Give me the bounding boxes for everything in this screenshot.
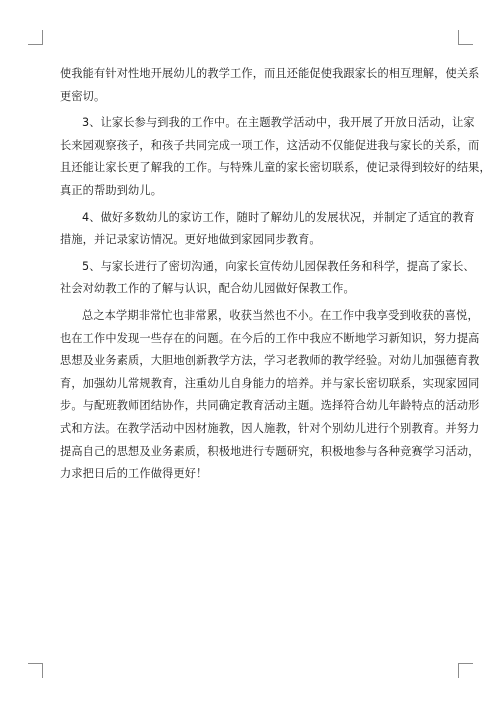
text-line: 式和方法。在教学活动中因材施教，因人施教，针对个别幼儿进行个别教育。并努力 xyxy=(60,421,480,435)
text-line: 措施，并记录家访情况。更好地做到家园同步教育。 xyxy=(60,233,321,247)
text-line: 且还能让家长更了解我的工作。与特殊儿童的家长密切联系，使记录得到较好的结果， xyxy=(60,161,491,175)
paragraph xyxy=(60,207,475,252)
text-line: 社会对幼教工作的了解与认识，配合幼儿园做好保教工作。 xyxy=(60,282,355,296)
text-line: 真正的帮助到幼儿。 xyxy=(60,183,163,197)
text-line: 力求把日后的工作做得更好！ xyxy=(60,467,208,481)
text-line: 5、与家长进行了密切沟通，向家长宣传幼儿园保教任务和科学，提高了家长、 xyxy=(82,259,475,273)
paragraph xyxy=(60,305,480,486)
text-line: 步。与配班教师团结协作，共同确定教育活动主题。选择符合幼儿年龄特点的活动形 xyxy=(60,399,480,413)
crop-mark-bottom-left xyxy=(28,663,43,678)
crop-mark-top-left xyxy=(28,30,43,45)
paragraph xyxy=(60,63,480,108)
text-line: 3、让家长参与到我的工作中。在主题教学活动中，我开展了开放日活动，让家 xyxy=(82,116,475,130)
text-line: 使我能有针对性地开展幼儿的教学工作，而且还能促使我跟家长的相互理解，使关系 xyxy=(60,67,480,80)
paragraph xyxy=(60,112,491,202)
text-line: 长来园观察孩子，和孩子共同完成一项工作，这活动不仅能促进我与家长的关系，而 xyxy=(60,138,480,152)
text-line: 总之本学期非常忙也非常累，收获当然也不小。在工作中我享受到收获的喜悦， xyxy=(82,308,479,322)
document-body xyxy=(60,63,491,486)
text-line: 4、做好多数幼儿的家访工作，随时了解幼儿的发展状况，并制定了适宜的教育 xyxy=(82,210,475,224)
crop-mark-bottom-right xyxy=(458,663,473,678)
paragraph xyxy=(60,256,475,301)
text-line: 也在工作中发现一些存在的问题。在今后的工作中我应不断地学习新知识，努力提高 xyxy=(60,331,480,345)
crop-mark-top-right xyxy=(458,30,473,45)
text-line: 更密切。 xyxy=(60,89,106,103)
text-line: 思想及业务素质，大胆地创新教学方法，学习老教师的教学经验。对幼儿加强德育教 xyxy=(60,354,480,368)
text-line: 育，加强幼儿常规教育，注重幼儿自身能力的培养。并与家长密切联系，实现家园同 xyxy=(60,376,480,390)
text-line: 提高自己的思想及业务素质，积极地进行专题研究，积极地参与各种竞赛学习活动， xyxy=(60,444,480,458)
